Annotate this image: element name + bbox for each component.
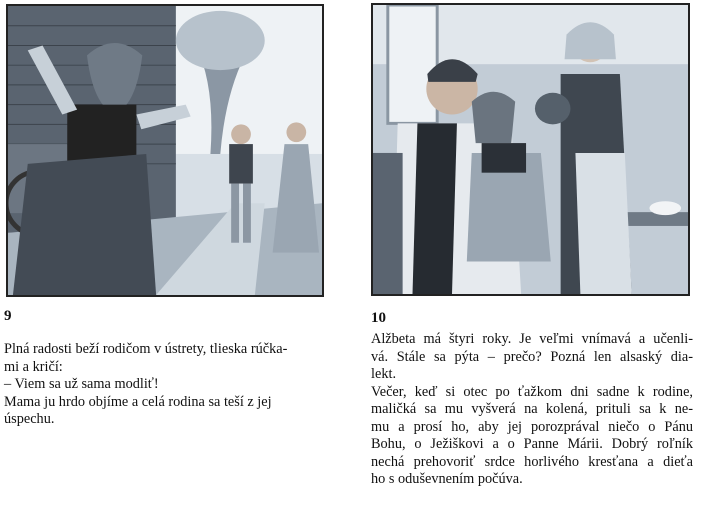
illustration-father-holding-daughter: [371, 3, 690, 296]
caption-line: vá. Stále sa pýta – prečo? Pozná len alsaský dia-: [371, 348, 693, 365]
caption-line: Alžbeta má štyri roky. Je veľmi vnímavá a učenli-: [371, 331, 693, 347]
caption-line: ho s oduševnením počúva.: [371, 471, 523, 487]
caption-line: mi a kričí:: [4, 358, 63, 375]
panel-caption: [4, 341, 322, 429]
caption-line: – Viem sa už sama modliť!: [4, 376, 159, 392]
caption-line: Večer, keď si otec po ťažkom dni sadne k rodine,: [371, 383, 693, 400]
panel-number: 10: [371, 310, 386, 326]
caption-line: Plná radosti beží rodičom v ústrety, tlieska rúčka-: [4, 341, 288, 357]
caption-line: nechá prehovoriť srdce horlivého kresťana a dieťa: [371, 453, 693, 470]
caption-line: úspechu.: [4, 411, 55, 427]
caption-line: Mama ju hrdo objíme a celá rodina sa teší z jej: [4, 393, 272, 410]
illustration-girl-running-to-parents: [6, 4, 324, 297]
panel-caption: [371, 331, 693, 489]
panel-number: 9: [4, 308, 12, 324]
caption-line: maličká sa mu vyšverá na kolená, prituli sa k ne-: [371, 401, 693, 417]
caption-line: mu a prosí ho, aby jej porozprával niečo o Pánu: [371, 418, 693, 435]
caption-line: lekt.: [371, 366, 397, 382]
caption-line: Bohu, o Ježiškovi a o Panne Márii. Dobrý roľník: [371, 436, 693, 452]
